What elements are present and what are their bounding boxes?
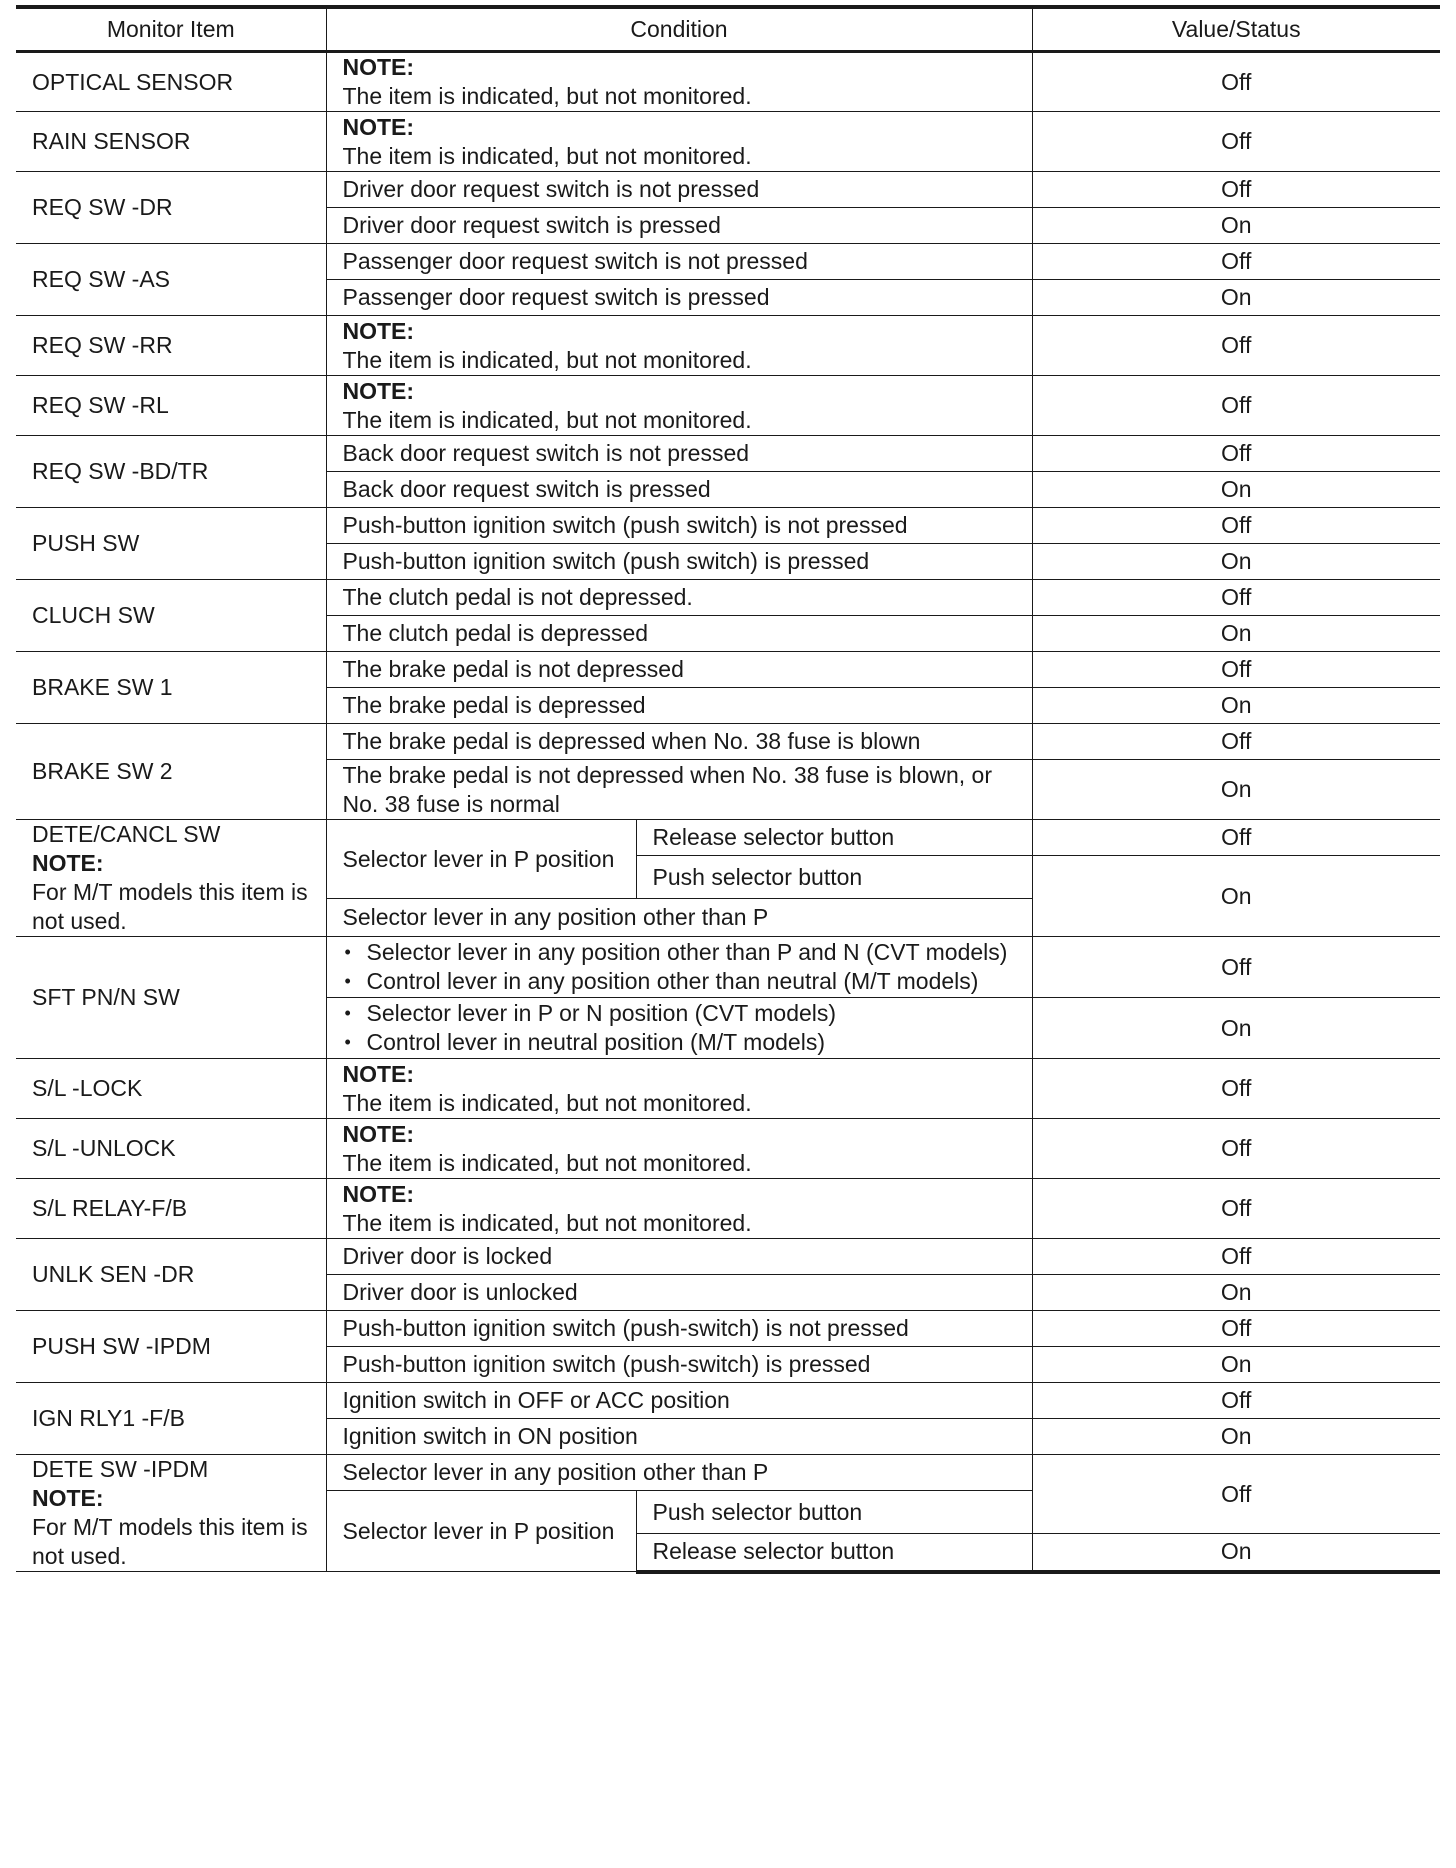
table-row bbox=[16, 436, 1440, 472]
header-value-status: Value/Status bbox=[1032, 7, 1440, 52]
table-row bbox=[16, 1455, 1440, 1491]
monitor-item-unlk-sen-dr: UNLK SEN -DR bbox=[16, 1239, 326, 1311]
value-status: Off bbox=[1032, 316, 1440, 376]
value-status: Off bbox=[1032, 508, 1440, 544]
condition-cell: Driver door request switch is pressed bbox=[326, 208, 1032, 244]
condition-cell: Selector lever in any position other than P bbox=[326, 1455, 1032, 1491]
value-status: Off bbox=[1032, 937, 1440, 998]
value-status: Off bbox=[1032, 1239, 1440, 1275]
note-label: NOTE: bbox=[32, 1485, 104, 1511]
note-text: For M/T models this item is not used. bbox=[32, 879, 308, 934]
value-status: On bbox=[1032, 760, 1440, 820]
monitor-item-page bbox=[16, 5, 1440, 1574]
monitor-item-req-sw-rr: REQ SW -RR bbox=[16, 316, 326, 376]
condition-subcell: Release selector button bbox=[636, 1534, 1032, 1572]
condition-bullet: • Control lever in neutral position (M/T models) bbox=[343, 1028, 1016, 1057]
value-status: Off bbox=[1032, 112, 1440, 172]
condition-cell bbox=[326, 316, 1032, 376]
value-status: Off bbox=[1032, 1119, 1440, 1179]
monitor-item-dete-sw-ipdm bbox=[16, 1455, 326, 1572]
note-label: NOTE: bbox=[342, 1060, 415, 1087]
condition-cell: Back door request switch is not pressed bbox=[326, 436, 1032, 472]
monitor-item-req-sw-dr: REQ SW -DR bbox=[16, 172, 326, 244]
header-monitor-item: Monitor Item bbox=[16, 7, 326, 52]
table-row bbox=[16, 376, 1440, 436]
condition-cell: Passenger door request switch is not pressed bbox=[326, 244, 1032, 280]
condition-subcell: Release selector button bbox=[636, 820, 1032, 856]
value-status: Off bbox=[1032, 1383, 1440, 1419]
table-row bbox=[16, 580, 1440, 616]
condition-cell: The brake pedal is depressed bbox=[326, 688, 1032, 724]
condition-cell: Passenger door request switch is pressed bbox=[326, 280, 1032, 316]
condition-cell: Selector lever in P position bbox=[326, 1491, 636, 1572]
note-text: The item is indicated, but not monitored. bbox=[342, 142, 752, 169]
note-text: The item is indicated, but not monitored. bbox=[342, 1209, 752, 1236]
note-text: The item is indicated, but not monitored. bbox=[342, 1149, 752, 1176]
table-row bbox=[16, 316, 1440, 376]
note-label: NOTE: bbox=[342, 377, 415, 404]
monitor-item-req-sw-rl: REQ SW -RL bbox=[16, 376, 326, 436]
condition-bullet-list bbox=[343, 938, 1016, 996]
note-label: NOTE: bbox=[342, 113, 415, 140]
value-status: Off bbox=[1032, 436, 1440, 472]
value-status: Off bbox=[1032, 172, 1440, 208]
table-row bbox=[16, 1383, 1440, 1419]
table-row bbox=[16, 724, 1440, 760]
monitor-item-brake-sw-2: BRAKE SW 2 bbox=[16, 724, 326, 820]
condition-cell: Ignition switch in OFF or ACC position bbox=[326, 1383, 1032, 1419]
note-label: NOTE: bbox=[32, 850, 104, 876]
note-label: NOTE: bbox=[342, 1180, 415, 1207]
monitor-item-name: DETE SW -IPDM bbox=[32, 1456, 209, 1482]
monitor-item-push-sw-ipdm: PUSH SW -IPDM bbox=[16, 1311, 326, 1383]
note-label: NOTE: bbox=[342, 1120, 415, 1147]
condition-cell: Back door request switch is pressed bbox=[326, 472, 1032, 508]
condition-subcell: Push selector button bbox=[636, 1491, 1032, 1534]
monitor-item-optical-sensor: OPTICAL SENSOR bbox=[16, 52, 326, 112]
note-text: The item is indicated, but not monitored. bbox=[342, 346, 752, 373]
monitor-item-push-sw: PUSH SW bbox=[16, 508, 326, 580]
condition-cell: The clutch pedal is not depressed. bbox=[326, 580, 1032, 616]
value-status: On bbox=[1032, 472, 1440, 508]
table-row bbox=[16, 1239, 1440, 1275]
condition-cell: Selector lever in P position bbox=[326, 820, 636, 899]
note-label: NOTE: bbox=[342, 54, 415, 80]
condition-cell: The clutch pedal is depressed bbox=[326, 616, 1032, 652]
condition-cell: Ignition switch in ON position bbox=[326, 1419, 1032, 1455]
note-label: NOTE: bbox=[342, 317, 415, 344]
condition-cell: Push-button ignition switch (push switch) is pressed bbox=[326, 544, 1032, 580]
monitor-item-req-sw-as: REQ SW -AS bbox=[16, 244, 326, 316]
monitor-item-table bbox=[16, 5, 1440, 1574]
note-text: The item is indicated, but not monitored. bbox=[342, 1089, 752, 1116]
condition-cell: Selector lever in any position other than P bbox=[326, 899, 1032, 937]
condition-cell bbox=[326, 112, 1032, 172]
value-status: Off bbox=[1032, 820, 1440, 856]
value-status: On bbox=[1032, 544, 1440, 580]
condition-cell bbox=[326, 937, 1032, 998]
table-row bbox=[16, 112, 1440, 172]
table-row bbox=[16, 937, 1440, 998]
condition-bullet: • Selector lever in any position other than P and N (CVT models) bbox=[343, 938, 1016, 967]
value-status: Off bbox=[1032, 244, 1440, 280]
table-row bbox=[16, 1179, 1440, 1239]
value-status: Off bbox=[1032, 580, 1440, 616]
monitor-item-cluch-sw: CLUCH SW bbox=[16, 580, 326, 652]
value-status: Off bbox=[1032, 1059, 1440, 1119]
monitor-item-req-sw-bdtr: REQ SW -BD/TR bbox=[16, 436, 326, 508]
condition-bullet-list bbox=[343, 999, 1016, 1057]
note-text: The item is indicated, but not monitored. bbox=[342, 406, 752, 433]
value-status: On bbox=[1032, 688, 1440, 724]
value-status: Off bbox=[1032, 376, 1440, 436]
value-status: Off bbox=[1032, 1311, 1440, 1347]
table-row bbox=[16, 1059, 1440, 1119]
condition-cell bbox=[326, 376, 1032, 436]
monitor-item-sl-relay-fb: S/L RELAY-F/B bbox=[16, 1179, 326, 1239]
monitor-item-ign-rly1-fb: IGN RLY1 -F/B bbox=[16, 1383, 326, 1455]
condition-cell: The brake pedal is not depressed when No. 38 fuse is blown, or No. 38 fuse is normal bbox=[326, 760, 1032, 820]
condition-cell: Driver door is unlocked bbox=[326, 1275, 1032, 1311]
table-row bbox=[16, 508, 1440, 544]
table-row bbox=[16, 52, 1440, 112]
condition-cell: Push-button ignition switch (push-switch) is not pressed bbox=[326, 1311, 1032, 1347]
monitor-item-rain-sensor: RAIN SENSOR bbox=[16, 112, 326, 172]
value-status: Off bbox=[1032, 52, 1440, 112]
condition-cell bbox=[326, 1119, 1032, 1179]
condition-cell bbox=[326, 1059, 1032, 1119]
condition-cell bbox=[326, 1179, 1032, 1239]
monitor-item-sft-pnn-sw: SFT PN/N SW bbox=[16, 937, 326, 1059]
table-row bbox=[16, 652, 1440, 688]
value-status: On bbox=[1032, 856, 1440, 937]
condition-cell: Push-button ignition switch (push switch) is not pressed bbox=[326, 508, 1032, 544]
table-row bbox=[16, 1311, 1440, 1347]
monitor-item-sl-lock: S/L -LOCK bbox=[16, 1059, 326, 1119]
note-text: For M/T models this item is not used. bbox=[32, 1514, 308, 1569]
condition-cell bbox=[326, 52, 1032, 112]
value-status: On bbox=[1032, 616, 1440, 652]
note-text: The item is indicated, but not monitored. bbox=[342, 83, 752, 109]
condition-cell: Driver door request switch is not pressed bbox=[326, 172, 1032, 208]
monitor-item-brake-sw-1: BRAKE SW 1 bbox=[16, 652, 326, 724]
value-status: On bbox=[1032, 1275, 1440, 1311]
condition-cell: Driver door is locked bbox=[326, 1239, 1032, 1275]
value-status: On bbox=[1032, 1347, 1440, 1383]
header-condition: Condition bbox=[326, 7, 1032, 52]
condition-cell bbox=[326, 998, 1032, 1059]
value-status: On bbox=[1032, 998, 1440, 1059]
value-status: Off bbox=[1032, 1179, 1440, 1239]
value-status: Off bbox=[1032, 652, 1440, 688]
value-status: Off bbox=[1032, 724, 1440, 760]
monitor-item-dete-cancl-sw bbox=[16, 820, 326, 937]
table-row bbox=[16, 820, 1440, 856]
condition-cell: The brake pedal is depressed when No. 38 fuse is blown bbox=[326, 724, 1032, 760]
condition-subcell: Push selector button bbox=[636, 856, 1032, 899]
value-status: On bbox=[1032, 208, 1440, 244]
monitor-item-name: DETE/CANCL SW bbox=[32, 821, 221, 847]
table-row bbox=[16, 244, 1440, 280]
monitor-item-sl-unlock: S/L -UNLOCK bbox=[16, 1119, 326, 1179]
table-header-row bbox=[16, 7, 1440, 52]
condition-bullet: • Selector lever in P or N position (CVT models) bbox=[343, 999, 1016, 1028]
value-status: On bbox=[1032, 1419, 1440, 1455]
value-status: On bbox=[1032, 280, 1440, 316]
value-status: On bbox=[1032, 1534, 1440, 1572]
table-row bbox=[16, 1119, 1440, 1179]
condition-bullet: • Control lever in any position other than neutral (M/T models) bbox=[343, 967, 1016, 996]
condition-cell: The brake pedal is not depressed bbox=[326, 652, 1032, 688]
table-row bbox=[16, 172, 1440, 208]
condition-cell: Push-button ignition switch (push-switch) is pressed bbox=[326, 1347, 1032, 1383]
value-status: Off bbox=[1032, 1455, 1440, 1534]
